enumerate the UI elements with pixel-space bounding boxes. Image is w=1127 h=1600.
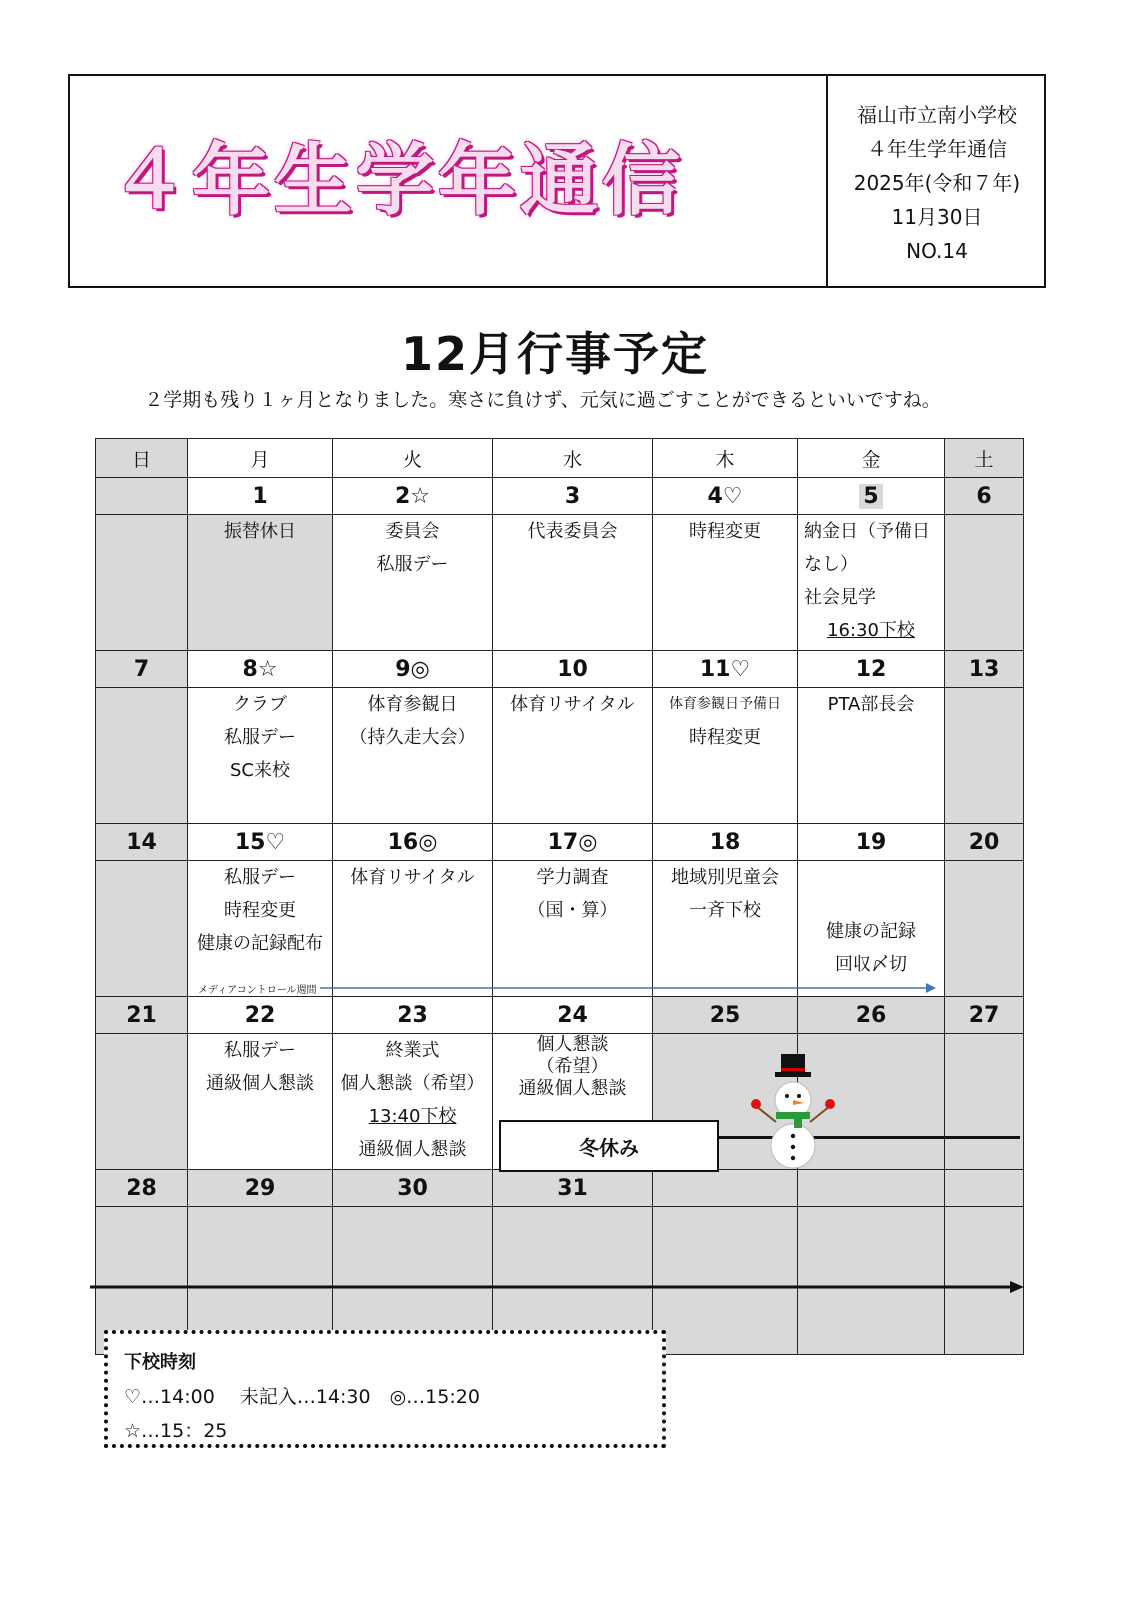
day-number: 11♡ (653, 651, 798, 688)
weekday-fri: 金 (798, 439, 945, 478)
event-item: 体育リサイタル (350, 867, 475, 888)
day-events (945, 515, 1024, 651)
event-item: 回収〆切 (835, 954, 907, 975)
event-item: （希望） (536, 1056, 609, 1077)
event-item: SC来校 (230, 760, 290, 781)
event-item: 体育リサイタル (510, 694, 635, 715)
event-item: 健康の記録配布 (197, 933, 323, 954)
event-item: 通級個人懇談 (518, 1078, 627, 1099)
day-events (493, 688, 653, 824)
weekday-tue: 火 (333, 439, 493, 478)
event-item: 時程変更 (689, 727, 761, 748)
event-item: 学力調査 (536, 867, 609, 888)
day-events (798, 515, 945, 651)
event-item: 私服デー (224, 1040, 296, 1061)
day-events (653, 515, 798, 651)
newsletter-header (68, 74, 1046, 288)
day-number: 20 (945, 824, 1024, 861)
weekday-mon: 月 (188, 439, 333, 478)
day-number (798, 1170, 945, 1207)
day-events (653, 861, 798, 997)
event-item: 体育参観日 (367, 694, 458, 715)
day-number: 25 (653, 997, 798, 1034)
event-item: 終業式 (385, 1040, 440, 1061)
event-item: （国・算） (527, 900, 618, 921)
dismissal-time-legend (104, 1330, 666, 1448)
day-number: 26 (798, 997, 945, 1034)
event-item: 通級個人懇談 (206, 1073, 314, 1094)
day-number: 22 (188, 997, 333, 1034)
weekday-sat: 土 (945, 439, 1024, 478)
issue-info (828, 98, 1046, 268)
event-item: 一斉下校 (689, 900, 761, 921)
event-item: 個人懇談（希望） (340, 1073, 485, 1094)
day-events (96, 1034, 188, 1170)
day-events (945, 861, 1024, 997)
event-item: 社会見学 (804, 587, 876, 608)
day-events (798, 861, 945, 997)
day-events (493, 861, 653, 997)
intro-text: ２学期も残り１ヶ月となりました。寒さに負けず、元気に過ごすことができるといいですね。 (144, 389, 941, 411)
event-item: 13:40下校 (368, 1106, 457, 1127)
event-item: PTA部長会 (827, 694, 915, 715)
day-number: 2☆ (333, 478, 493, 515)
snowman-icon (748, 1050, 840, 1170)
event-item: （持久走大会） (349, 727, 476, 748)
event-item: 振替休日 (224, 521, 296, 542)
newsletter-name: ４年生学年通信 (867, 137, 1007, 161)
media-control-week-label: メディアコントロール週間 (198, 985, 317, 996)
day-events (333, 1034, 493, 1170)
event-item: クラブ (233, 694, 287, 715)
day-events (653, 688, 798, 824)
day-events (96, 515, 188, 651)
day-events (96, 861, 188, 997)
event-item: 地域別児童会 (671, 867, 779, 888)
day-number: 24 (493, 997, 653, 1034)
masthead-title: ４年生学年通信 (110, 136, 685, 226)
day-number: 3 (493, 478, 653, 515)
day-events (945, 1034, 1024, 1170)
day-events (945, 688, 1024, 824)
day-events (333, 861, 493, 997)
day-number: 15♡ (188, 824, 333, 861)
day-number: 29 (188, 1170, 333, 1207)
day-number (653, 1170, 798, 1207)
day-number-cell (798, 478, 945, 515)
page-title: 12月行事予定 (400, 327, 709, 381)
event-item: 代表委員会 (527, 521, 618, 542)
period-arrow (90, 1279, 1025, 1295)
day-events (188, 515, 333, 651)
day-number: 7 (96, 651, 188, 688)
event-item: 体育参観日予備日 (669, 696, 781, 712)
day-number: 13 (945, 651, 1024, 688)
event-item: 私服デー (224, 867, 296, 888)
day-events (333, 688, 493, 824)
day-events (188, 861, 333, 997)
day-number: 9◎ (333, 651, 493, 688)
day-events (333, 515, 493, 651)
day-number: 17◎ (493, 824, 653, 861)
day-events (493, 515, 653, 651)
legend-line: ♡…14:00 未記入…14:30 ◎…15:20 (124, 1386, 480, 1408)
day-number: 31 (493, 1170, 653, 1207)
event-item: 通級個人懇談 (358, 1139, 467, 1160)
day-number: 23 (333, 997, 493, 1034)
day-number: 28 (96, 1170, 188, 1207)
event-item: なし） (804, 554, 858, 575)
day-number: 8☆ (188, 651, 333, 688)
issue-year: 2025年(令和７年) (853, 171, 1021, 195)
day-events (188, 1034, 333, 1170)
day-number: 18 (653, 824, 798, 861)
day-number (945, 1170, 1024, 1207)
legend-line: ☆…15：25 (124, 1420, 228, 1442)
day-number: 27 (945, 997, 1024, 1034)
day-number: 30 (333, 1170, 493, 1207)
day-number: 10 (493, 651, 653, 688)
issue-number: NO.14 (906, 239, 968, 263)
event-item: 健康の記録 (826, 921, 916, 942)
event-item: 私服デー (376, 554, 449, 575)
event-item: 個人懇談 (536, 1034, 609, 1055)
weekday-thu: 木 (653, 439, 798, 478)
day-number: 4♡ (653, 478, 798, 515)
day-number: 16◎ (333, 824, 493, 861)
day-events (188, 688, 333, 824)
school-name: 福山市立南小学校 (857, 103, 1017, 127)
day-number: 6 (945, 478, 1024, 515)
day-number: 1 (188, 478, 333, 515)
day-number (96, 478, 188, 515)
event-item: 16:30下校 (827, 620, 915, 641)
day-events (96, 688, 188, 824)
weekday-sun: 日 (96, 439, 188, 478)
event-item: 私服デー (224, 727, 296, 748)
media-control-arrow (320, 980, 940, 996)
weekday-wed: 水 (493, 439, 653, 478)
day-number: 14 (96, 824, 188, 861)
day-events (798, 688, 945, 824)
event-calendar (95, 438, 1024, 1355)
winter-break-box: 冬休み (499, 1120, 719, 1172)
event-item: 委員会 (385, 521, 440, 542)
day-number: 12 (798, 651, 945, 688)
legend-title: 下校時刻 (124, 1352, 196, 1373)
day-number: 5 (859, 484, 882, 509)
day-number: 21 (96, 997, 188, 1034)
issue-date: 11月30日 (891, 205, 983, 229)
day-number: 19 (798, 824, 945, 861)
event-item: 納金日（予備日 (804, 521, 930, 542)
event-item: 時程変更 (224, 900, 296, 921)
event-item: 時程変更 (689, 521, 761, 542)
